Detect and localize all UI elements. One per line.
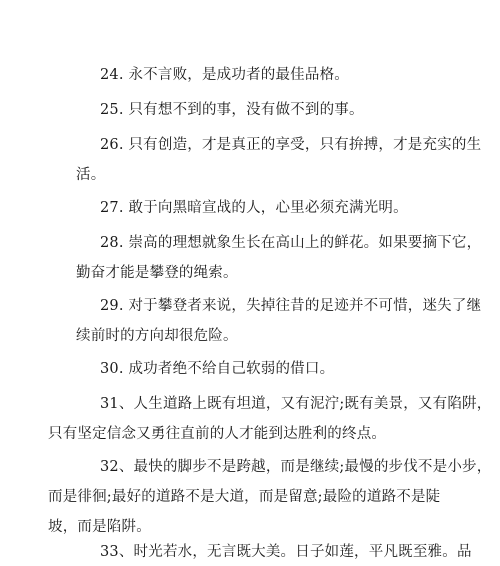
- quote-line: 28. 崇高的理想就象生长在高山上的鲜花。如果要摘下它，: [100, 235, 482, 251]
- quote-line: 24. 永不言败，是成功者的最佳品格。: [100, 67, 349, 83]
- quote-line: 25. 只有想不到的事，没有做不到的事。: [100, 102, 364, 118]
- quote-line: 活。: [76, 167, 106, 183]
- quote-line: 32、最快的脚步不是跨越，而是继续;最慢的步伐不是小步，: [100, 459, 492, 475]
- quote-28: [76, 228, 482, 288]
- quote-line: 33、时光若水，无言既大美。日子如莲，平凡既至雅。品: [100, 544, 472, 560]
- quote-line: 27. 敢于向黑暗宣战的人，心里必须充满光明。: [100, 200, 408, 216]
- quote-24: [88, 60, 438, 90]
- quote-line: 26. 只有创造，才是真正的享受，只有拚搏，才是充实的生: [100, 137, 482, 153]
- quote-25: [88, 95, 438, 125]
- quote-line: 30. 成功者绝不给自己软弱的借口。: [100, 361, 335, 377]
- quote-29: [76, 291, 482, 351]
- quote-33: [74, 537, 472, 566]
- quote-line: 只有坚定信念又勇往直前的人才能到达胜利的终点。: [48, 426, 387, 442]
- quote-27: [88, 193, 438, 223]
- quote-line: 而是徘徊;最好的道路不是大道，而是留意;最险的道路不是陡: [48, 489, 441, 505]
- quote-32: [48, 452, 492, 542]
- quote-line: 坡，而是陷阱。: [48, 519, 151, 535]
- quote-line: 31、人生道路上既有坦道，又有泥泞;既有美景，又有陷阱，: [100, 396, 492, 412]
- quote-31: [48, 389, 492, 449]
- quote-line: 29. 对于攀登者来说，失掉往昔的足迹并不可惜，迷失了继: [100, 298, 482, 314]
- quote-30: [88, 354, 438, 384]
- quote-line: 勤奋才能是攀登的绳索。: [76, 265, 238, 281]
- quote-26: [76, 130, 482, 190]
- quote-line: 续前时的方向却很危险。: [76, 328, 238, 344]
